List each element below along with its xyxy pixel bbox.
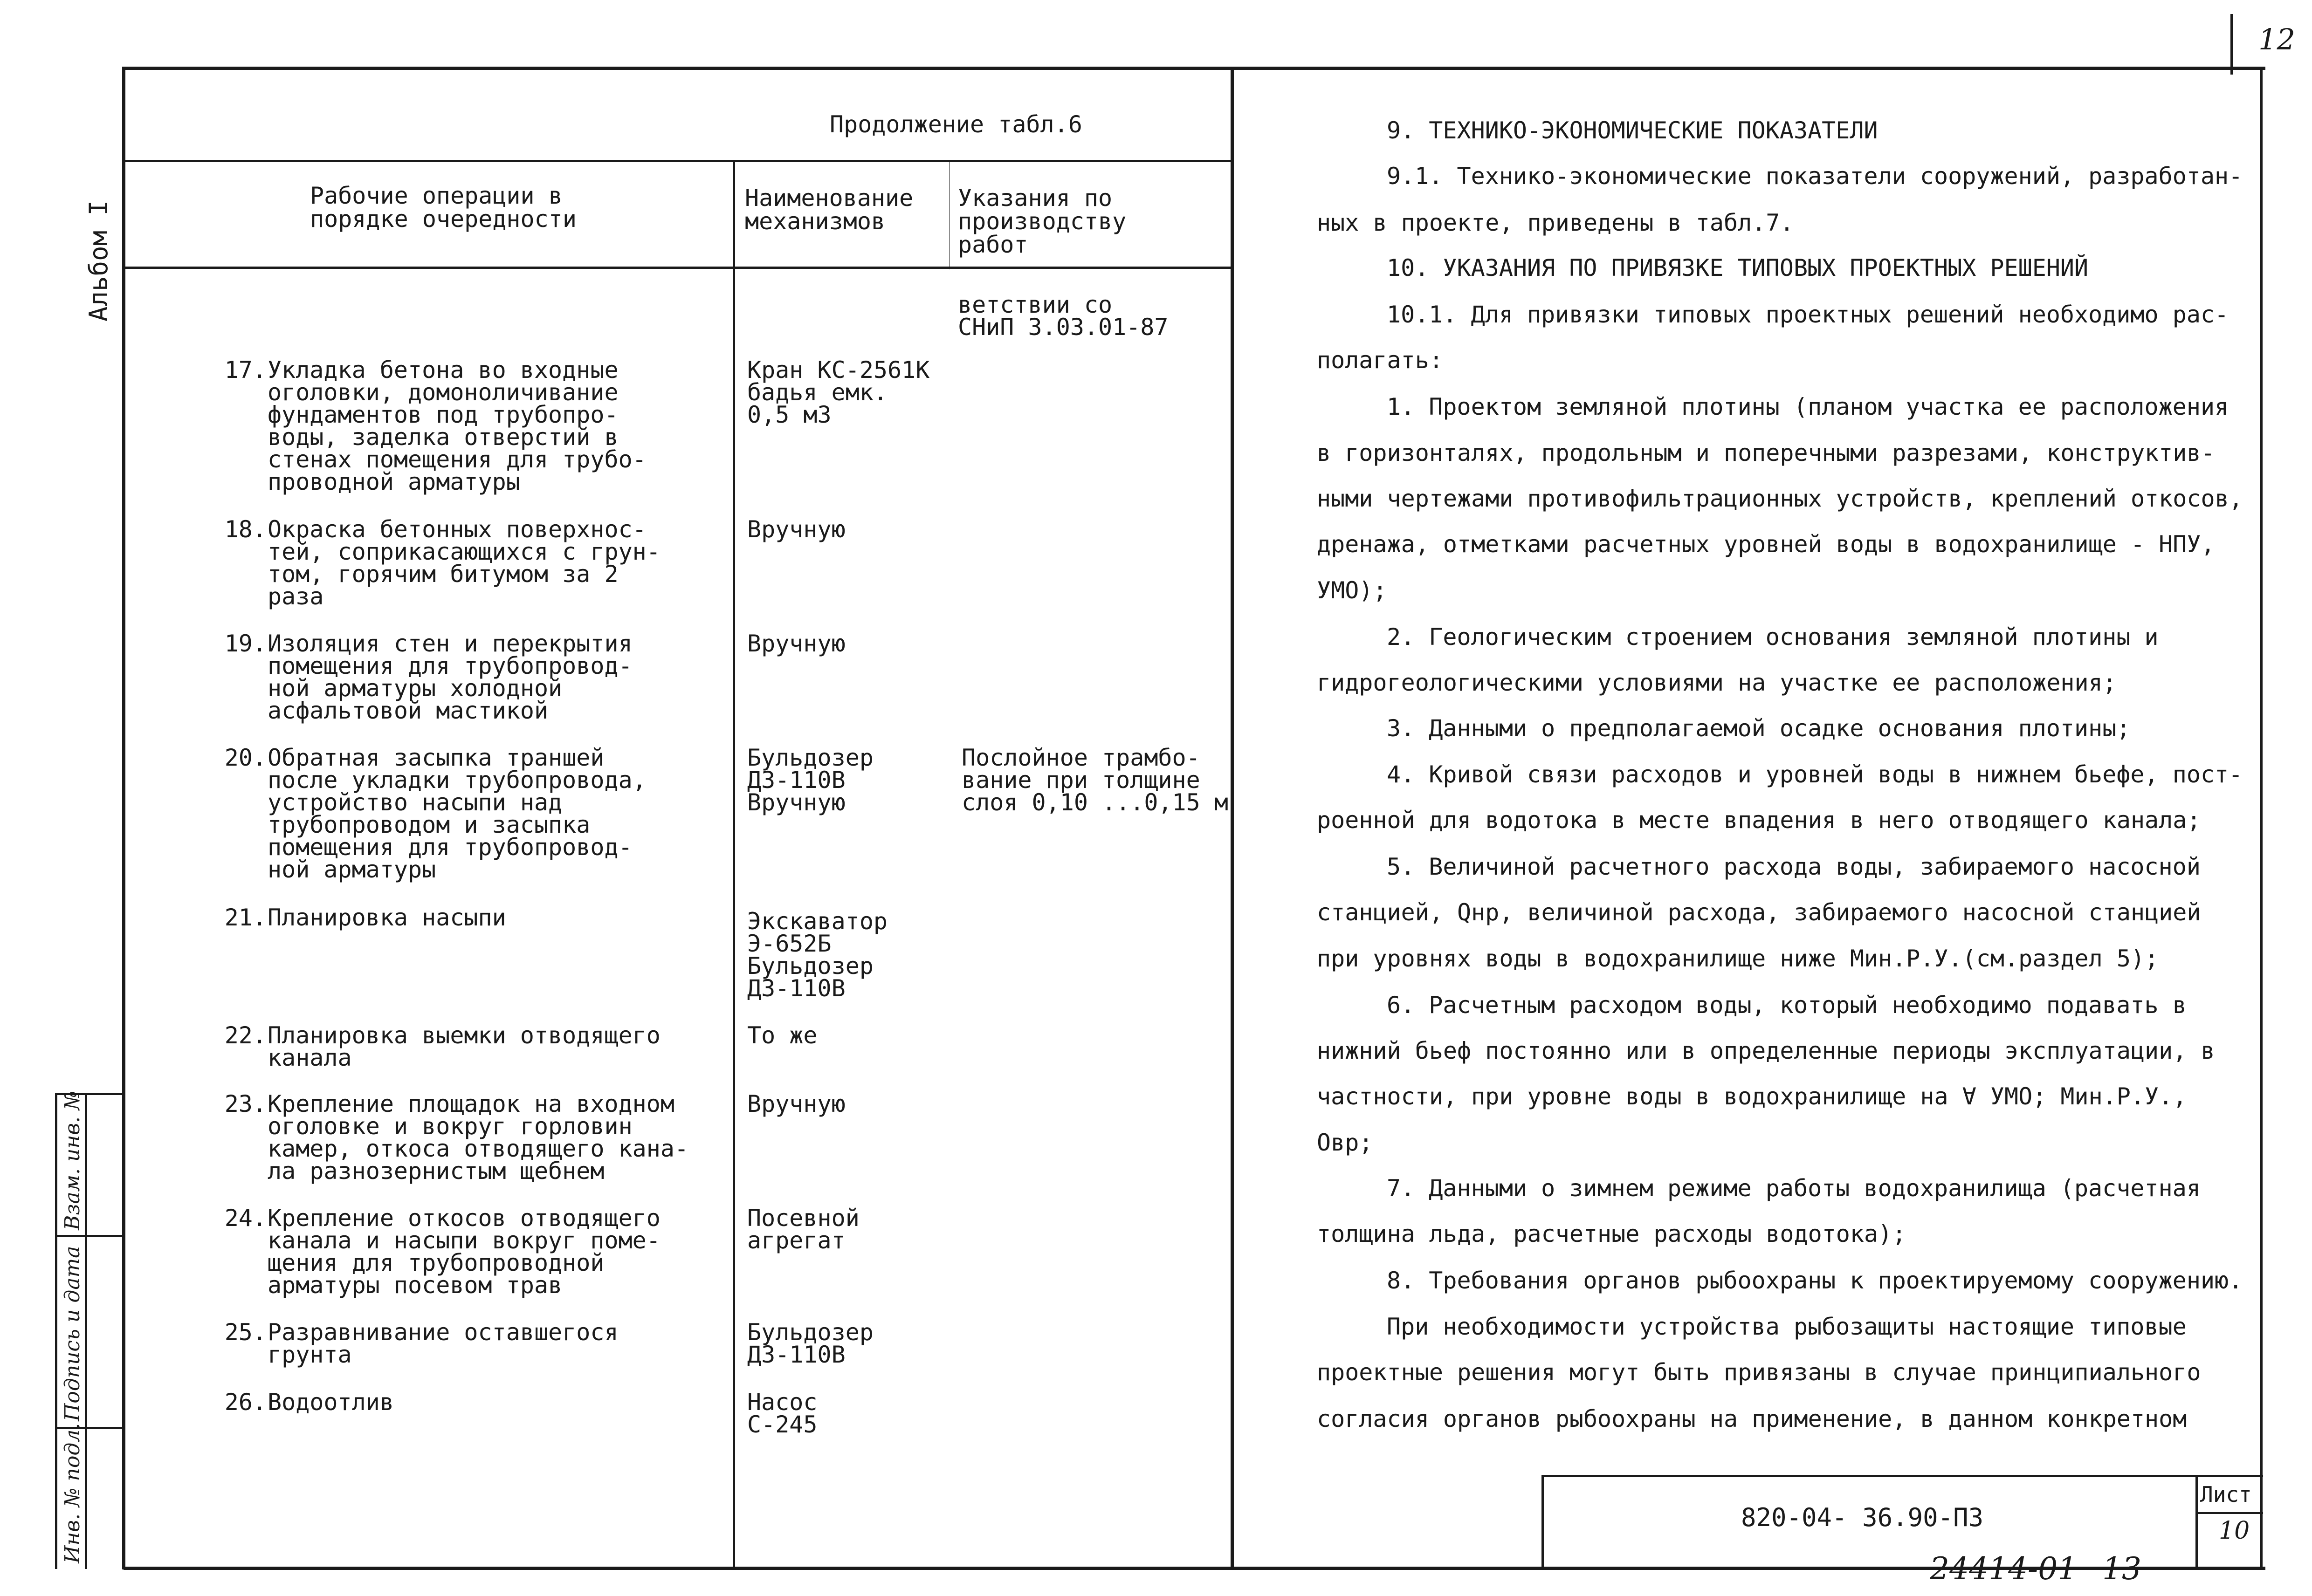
table-col-2 (949, 160, 950, 269)
text-line: 7. Данными о зимнем режиме работы водохранилища (расчетная (1387, 1175, 2201, 1202)
text-line: дренажа, отметками расчетных уровней воды в водохранилище - НПУ, (1317, 531, 2215, 558)
text-line: согласия органов рыбоохраны на применение, в данном конкретном (1317, 1405, 2187, 1432)
table-header-bottom (124, 267, 1233, 269)
text-line: частности, при уровне воды в водохранилище на ∀ УМО; Мин.Р.У., (1317, 1083, 2187, 1110)
text-line: полагать: (1317, 347, 1443, 374)
text-line: 9.1. Технико-экономические показатели сооружений, разработан- (1387, 163, 2243, 190)
text-line: 8. Требования органов рыбоохраны к проектируемому сооружению. (1387, 1267, 2243, 1294)
doc-code: 820-04- 36.90-ПЗ (1741, 1503, 1984, 1532)
text-line: Овр; (1317, 1129, 1373, 1156)
text-line: проектные решения могут быть привязаны в случае принципиального (1317, 1359, 2201, 1386)
table-continuation-title: Продолжение табл.6 (830, 111, 1082, 138)
text-line: 1. Проектом земляной плотины (планом участка ее расположения (1387, 393, 2229, 420)
text-line: гидрогеологическими условиями на участке ее расположения; (1317, 669, 2117, 696)
text-line: 5. Величиной расчетного расхода воды, забираемого насосной (1387, 853, 2201, 880)
top-right-tick (2230, 14, 2233, 75)
page-divider (1231, 67, 1234, 1569)
text-line: при уровнях воды в водохранилище ниже Мин.Р.У.(см.раздел 5); (1317, 945, 2159, 972)
section-9-title: 9. ТЕХНИКО-ЭКОНОМИЧЕСКИЕ ПОКАЗАТЕЛИ (1387, 117, 1878, 144)
text-line: 4. Кривой связи расходов и уровней воды в нижнем бьефе, пост- (1387, 761, 2243, 788)
text-line: УМО); (1317, 577, 1387, 604)
frame-left (122, 67, 125, 1569)
text-line: 2. Геологическим строением основания земляной плотины и (1387, 623, 2159, 651)
text-line: станцией, Qнр, величиной расхода, забираемого насосной станцией (1317, 899, 2201, 926)
title-block-sheet-sep (2195, 1475, 2198, 1569)
table-header-top (124, 160, 1233, 162)
sheet-number: 10 (2219, 1517, 2250, 1545)
text-line: ными чертежами противофильтрационных устройств, креплений откосов, (1317, 485, 2243, 512)
header-operations: Рабочие операции в порядке очередности (310, 182, 577, 233)
text-line: 10.1. Для привязки типовых проектных решений необходимо рас- (1387, 301, 2229, 328)
text-line: 6. Расчетным расходом воды, который необходимо подавать в (1387, 992, 2187, 1019)
text-line: толщина льда, расчетные расходы водотока); (1317, 1220, 1906, 1247)
page-number-top: 12 (2258, 22, 2295, 56)
text-line: 3. Данными о предполагаемой осадке основания плотины; (1387, 715, 2131, 742)
title-block-sheet-row (2195, 1512, 2263, 1514)
stamp-div-1 (55, 1235, 125, 1237)
stamp-outer-left (55, 1093, 57, 1569)
section-10-title: 10. УКАЗАНИЯ ПО ПРИВЯЗКЕ ТИПОВЫХ ПРОЕКТНЫХ РЕШЕНИЙ (1387, 254, 2089, 281)
text-line: роенной для водотока в месте впадения в него отводящего канала; (1317, 807, 2201, 834)
frame-top (124, 67, 2265, 70)
text-line: При необходимости устройства рыбозащиты настоящие типовые (1387, 1313, 2187, 1340)
album-label-text: Альбом I (84, 200, 113, 322)
sheet-label: Лист (2200, 1482, 2252, 1507)
text-line: в горизонталях, продольным и поперечными разрезами, конструктив- (1317, 439, 2215, 466)
bottom-page-number: 13 (2102, 1551, 2141, 1587)
frame-right-partial (2260, 67, 2263, 1569)
text-line: ных в проекте, приведены в табл.7. (1317, 209, 1794, 236)
header-instructions: Указания по производству работ (958, 185, 1127, 258)
stamp-mid-col (85, 1093, 87, 1569)
title-block-top (1541, 1475, 2263, 1477)
header-mechanisms: Наименование механизмов (745, 185, 914, 235)
title-block-left (1541, 1475, 1544, 1569)
inventory-number: 24414-01 (1930, 1551, 2078, 1587)
carry-over-text: ветствии со СНиП 3.03.01-87 (958, 291, 1169, 341)
text-line: нижний бьеф постоянно или в определенные периоды эксплуатации, в (1317, 1037, 2215, 1064)
